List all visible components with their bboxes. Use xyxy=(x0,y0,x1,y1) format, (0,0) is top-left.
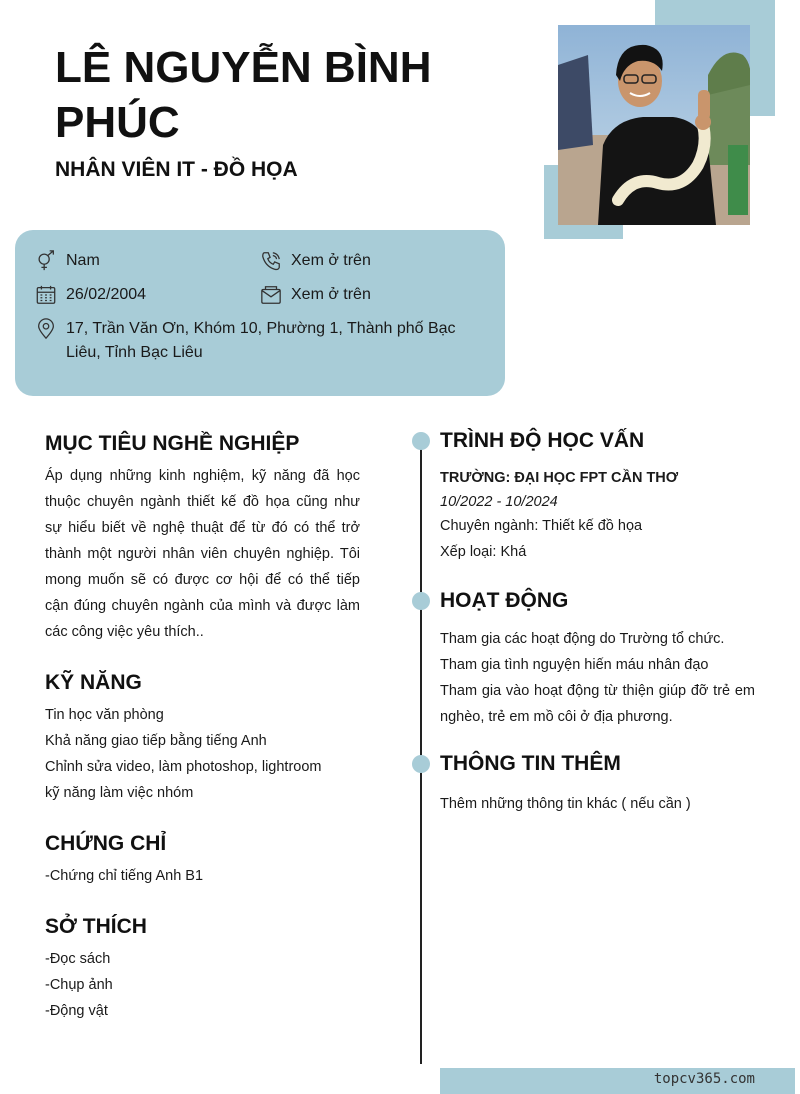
list-item: kỹ năng làm việc nhóm xyxy=(45,785,194,801)
timeline-line xyxy=(420,440,422,1064)
hobbies-list xyxy=(45,946,113,1024)
hobbies-title: SỞ THÍCH xyxy=(45,915,147,938)
timeline-dot-activities xyxy=(412,592,430,610)
certificates-title: CHỨNG CHỈ xyxy=(45,832,167,855)
timeline-dot-education xyxy=(412,432,430,450)
activities-title: HOẠT ĐỘNG xyxy=(440,589,569,612)
profile-photo xyxy=(558,25,750,225)
major: Chuyên ngành: Thiết kế đồ họa xyxy=(440,518,643,534)
skills-title: KỸ NĂNG xyxy=(45,671,142,694)
skills-list xyxy=(45,702,322,806)
profile-photo-illustration xyxy=(558,25,750,225)
site-watermark: topcv365.com xyxy=(653,1071,755,1087)
job-title: NHÂN VIÊN IT - ĐỒ HỌA xyxy=(55,158,298,181)
list-item: Tham gia các hoạt động do Trường tổ chức. xyxy=(440,631,725,647)
gender-icon xyxy=(35,250,57,272)
list-item: -Động vật xyxy=(45,1003,108,1019)
candidate-name: LÊ NGUYỄN BÌNH PHÚC xyxy=(55,43,432,147)
birthday-value: 26/02/2004 xyxy=(66,286,147,303)
school-name: TRƯỜNG: ĐẠI HỌC FPT CẦN THƠ xyxy=(440,470,679,486)
list-item: Khả năng giao tiếp bằng tiếng Anh xyxy=(45,733,267,749)
extra-info-title: THÔNG TIN THÊM xyxy=(440,752,621,775)
email-value: Xem ở trên xyxy=(291,286,371,303)
list-item: Tham gia vào hoạt động từ thiện giúp đỡ trẻ em nghèo, trẻ em mồ côi ở địa phương. xyxy=(440,683,755,725)
gender-row xyxy=(35,249,100,273)
objective-text: Áp dụng những kinh nghiệm, kỹ năng đã học thuộc chuyên ngành thiết kế đồ họa cũng như sự hiểu biết về nghệ thuật để từ đó có thể trở thành một người nhân viên chuyên nghiệp. Tôi mong muốn sẽ có được cơ hội để có thể tiếp cận đúng chuyên ngành của mình và được làm các công việc yêu thích.. xyxy=(45,468,360,640)
list-item: Tham gia tình nguyện hiến máu nhân đạo xyxy=(440,657,709,673)
email-row xyxy=(260,283,371,307)
list-item: Tin học văn phòng xyxy=(45,707,164,723)
grade: Xếp loại: Khá xyxy=(440,544,527,560)
activities-list xyxy=(440,626,755,730)
contact-info-card xyxy=(15,230,505,396)
list-item: -Chứng chỉ tiếng Anh B1 xyxy=(45,868,204,884)
list-item: Chỉnh sửa video, làm photoshop, lightroom xyxy=(45,759,322,775)
gender-value: Nam xyxy=(66,252,100,269)
phone-value: Xem ở trên xyxy=(291,252,371,269)
birthday-row xyxy=(35,283,146,307)
extra-info-line: Thêm những thông tin khác ( nếu cần ) xyxy=(440,796,691,812)
phone-icon xyxy=(260,250,282,272)
list-item: -Chụp ảnh xyxy=(45,977,113,993)
address-row xyxy=(35,317,485,365)
calendar-icon xyxy=(35,284,57,306)
extra-info-text xyxy=(440,791,691,817)
list-item: -Đọc sách xyxy=(45,951,111,967)
education-title: TRÌNH ĐỘ HỌC VẤN xyxy=(440,429,645,452)
phone-row xyxy=(260,249,371,273)
footer-bar xyxy=(440,1068,795,1094)
objective-title: MỤC TIÊU NGHỀ NGHIỆP xyxy=(45,432,300,455)
certificates-list xyxy=(45,863,203,889)
education-block xyxy=(440,465,755,565)
location-pin-icon xyxy=(35,318,57,340)
email-icon xyxy=(260,284,282,306)
study-period: 10/2022 - 10/2024 xyxy=(440,494,558,510)
timeline-dot-extra xyxy=(412,755,430,773)
address-value: 17, Trần Văn Ơn, Khóm 10, Phường 1, Thành phố Bạc Liêu, Tỉnh Bạc Liêu xyxy=(66,320,456,361)
